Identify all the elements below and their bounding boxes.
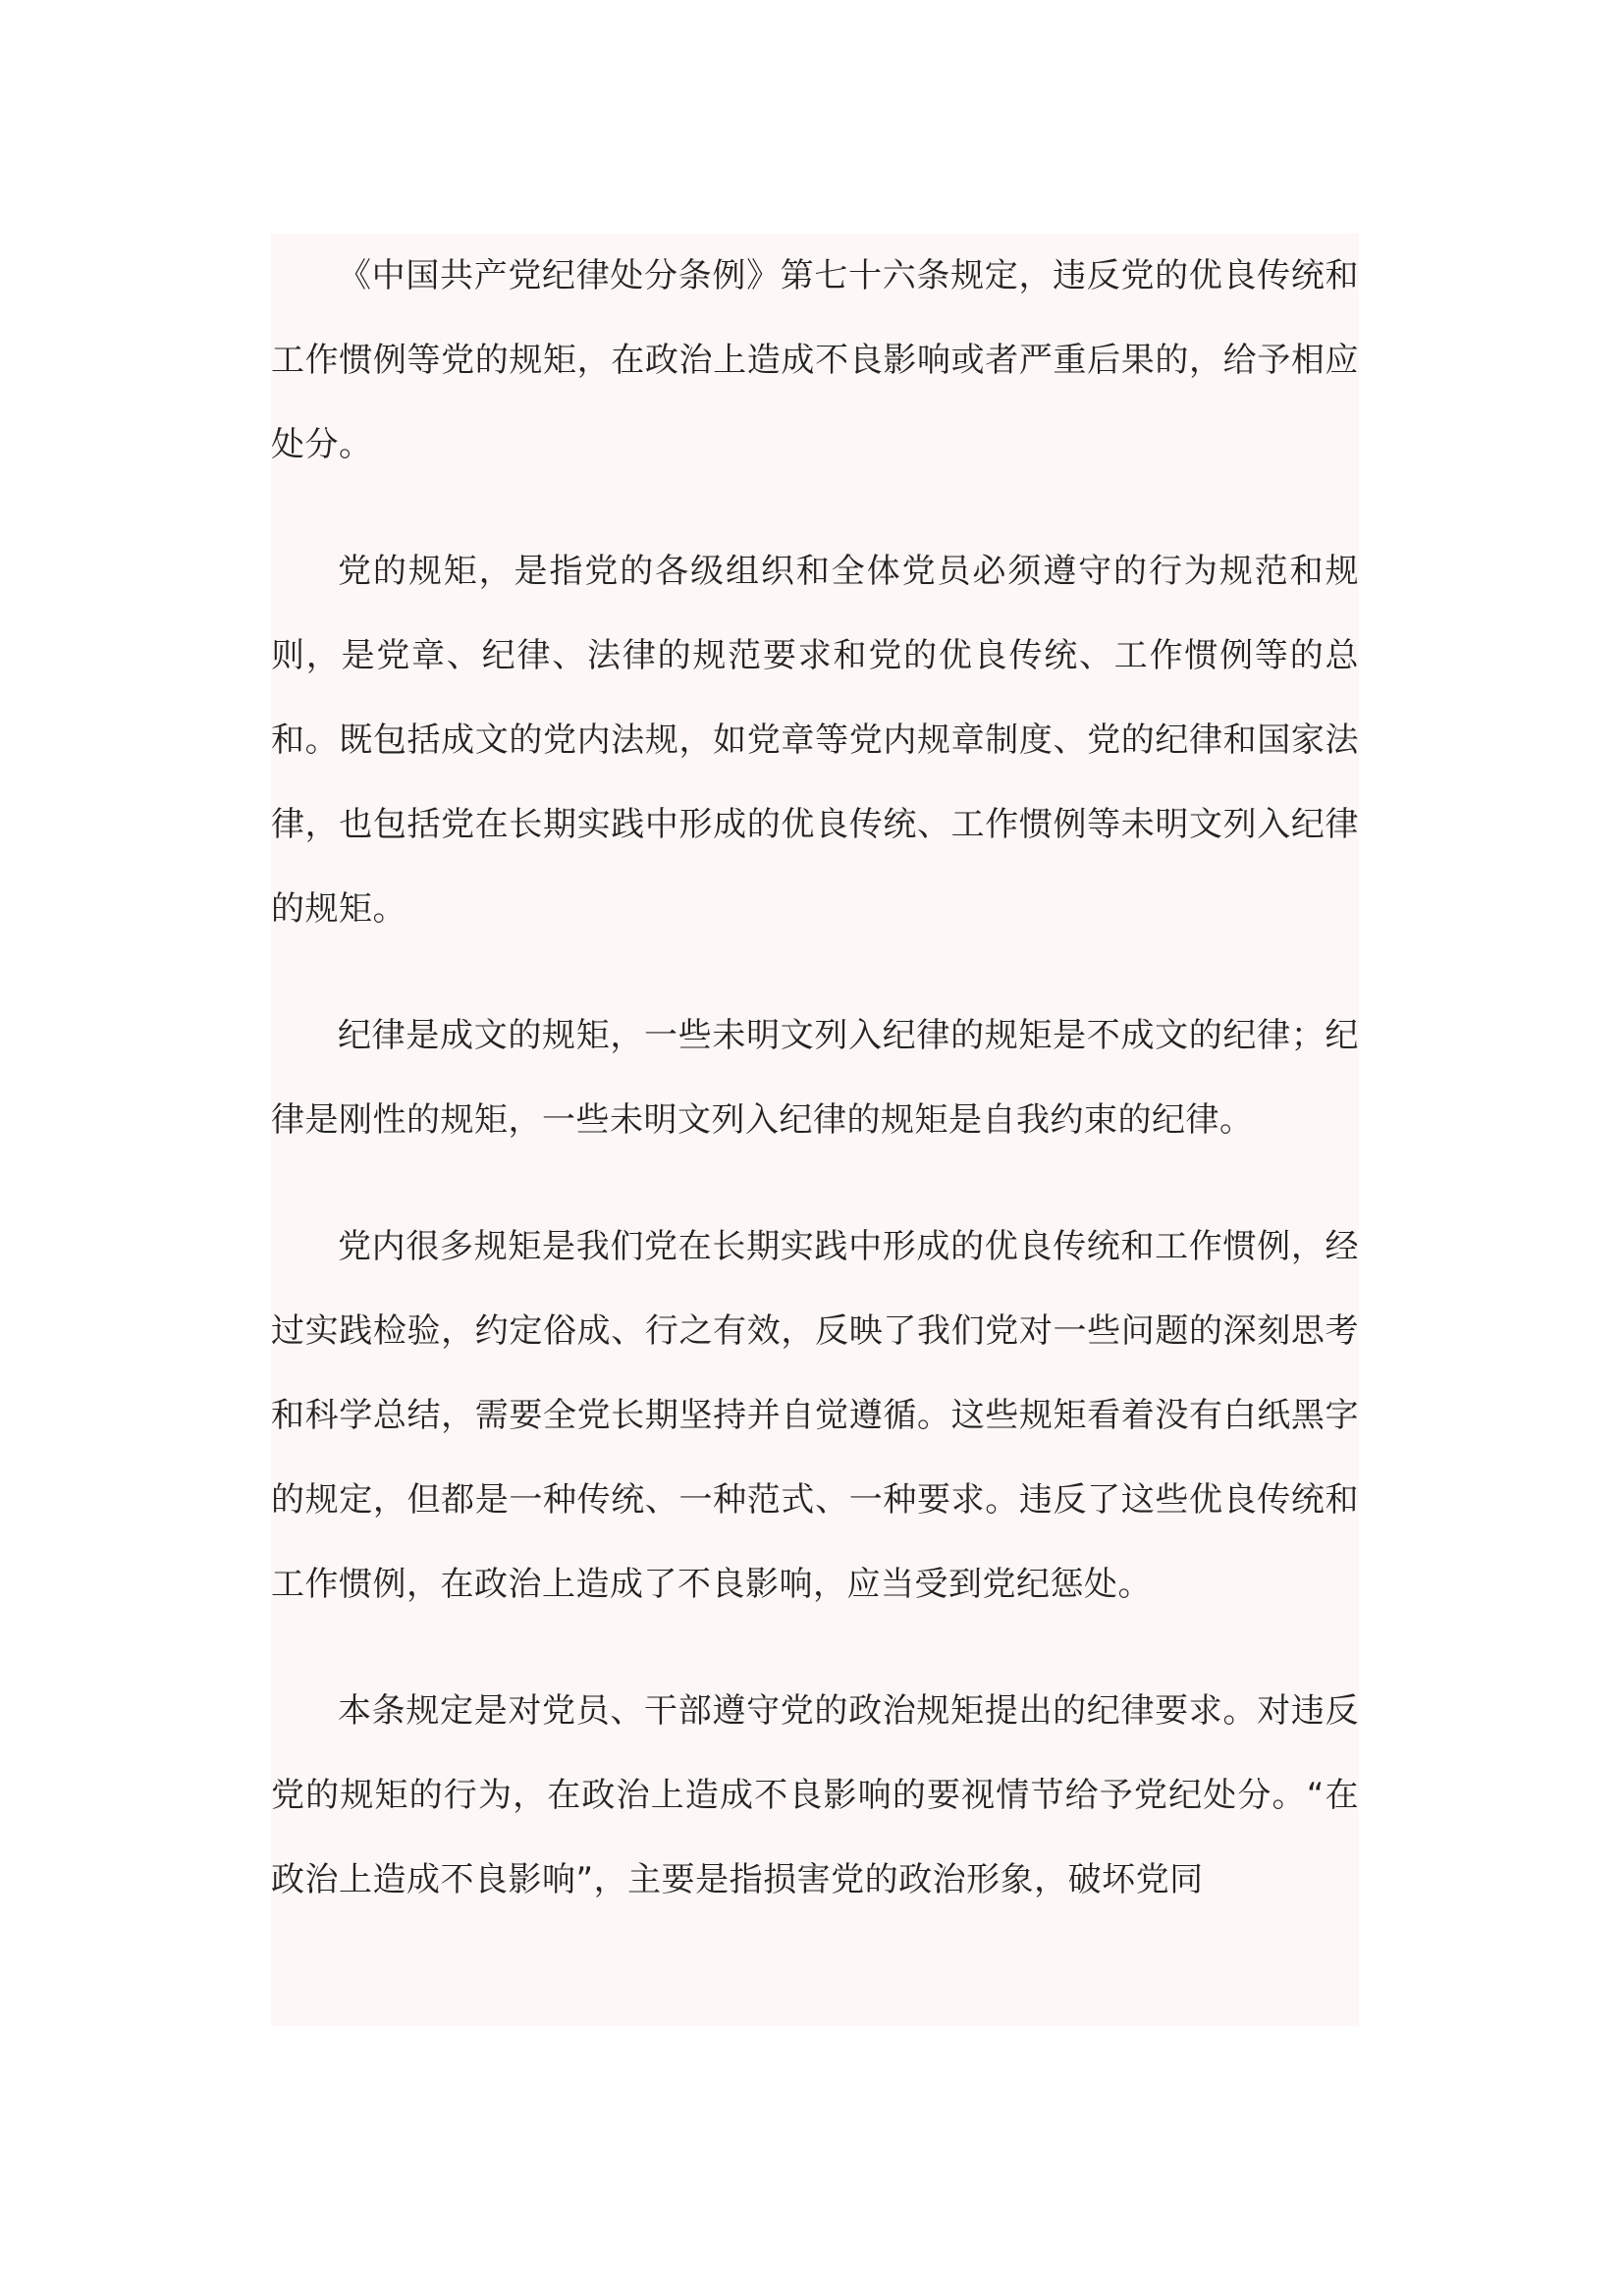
paragraph-2: 党的规矩，是指党的各级组织和全体党员必须遵守的行为规范和规则，是党章、纪律、法律的规范要求和党的优良传统、工作惯例等的总和。既包括成文的党内法规，如党章等党内规章制度、党的纪律和国家法律，也包括党在长期实践中形成的优良传统、工作惯例等未明文列入纪律的规矩。 [271,552,1359,929]
paragraph-4: 党内很多规矩是我们党在长期实践中形成的优良传统和工作惯例，经过实践检验，约定俗成、行之有效，反映了我们党对一些问题的深刻思考和科学总结，需要全党长期坚持并自觉遵循。这些规矩看着没有白纸黑字的规定，但都是一种传统、一种范式、一种要求。违反了这些优良传统和工作惯例，在政治上造成了不良影响，应当受到党纪惩处。 [271,1227,1359,1604]
paragraph-5: 本条规定是对党员、干部遵守党的政治规矩提出的纪律要求。对违反党的规矩的行为，在政治上造成不良影响的要视情节给予党纪处分。“在政治上造成不良影响”，主要是指损害党的政治形象，破坏党同 [271,1691,1359,1899]
paragraph-3: 纪律是成文的规矩，一些未明文列入纪律的规矩是不成文的纪律；纪律是刚性的规矩，一些未明文列入纪律的规矩是自我约束的纪律。 [271,1016,1359,1140]
document-body [271,234,1359,2026]
paragraph-1: 《中国共产党纪律处分条例》第七十六条规定，违反党的优良传统和工作惯例等党的规矩，在政治上造成不良影响或者严重后果的，给予相应处分。 [271,256,1359,464]
